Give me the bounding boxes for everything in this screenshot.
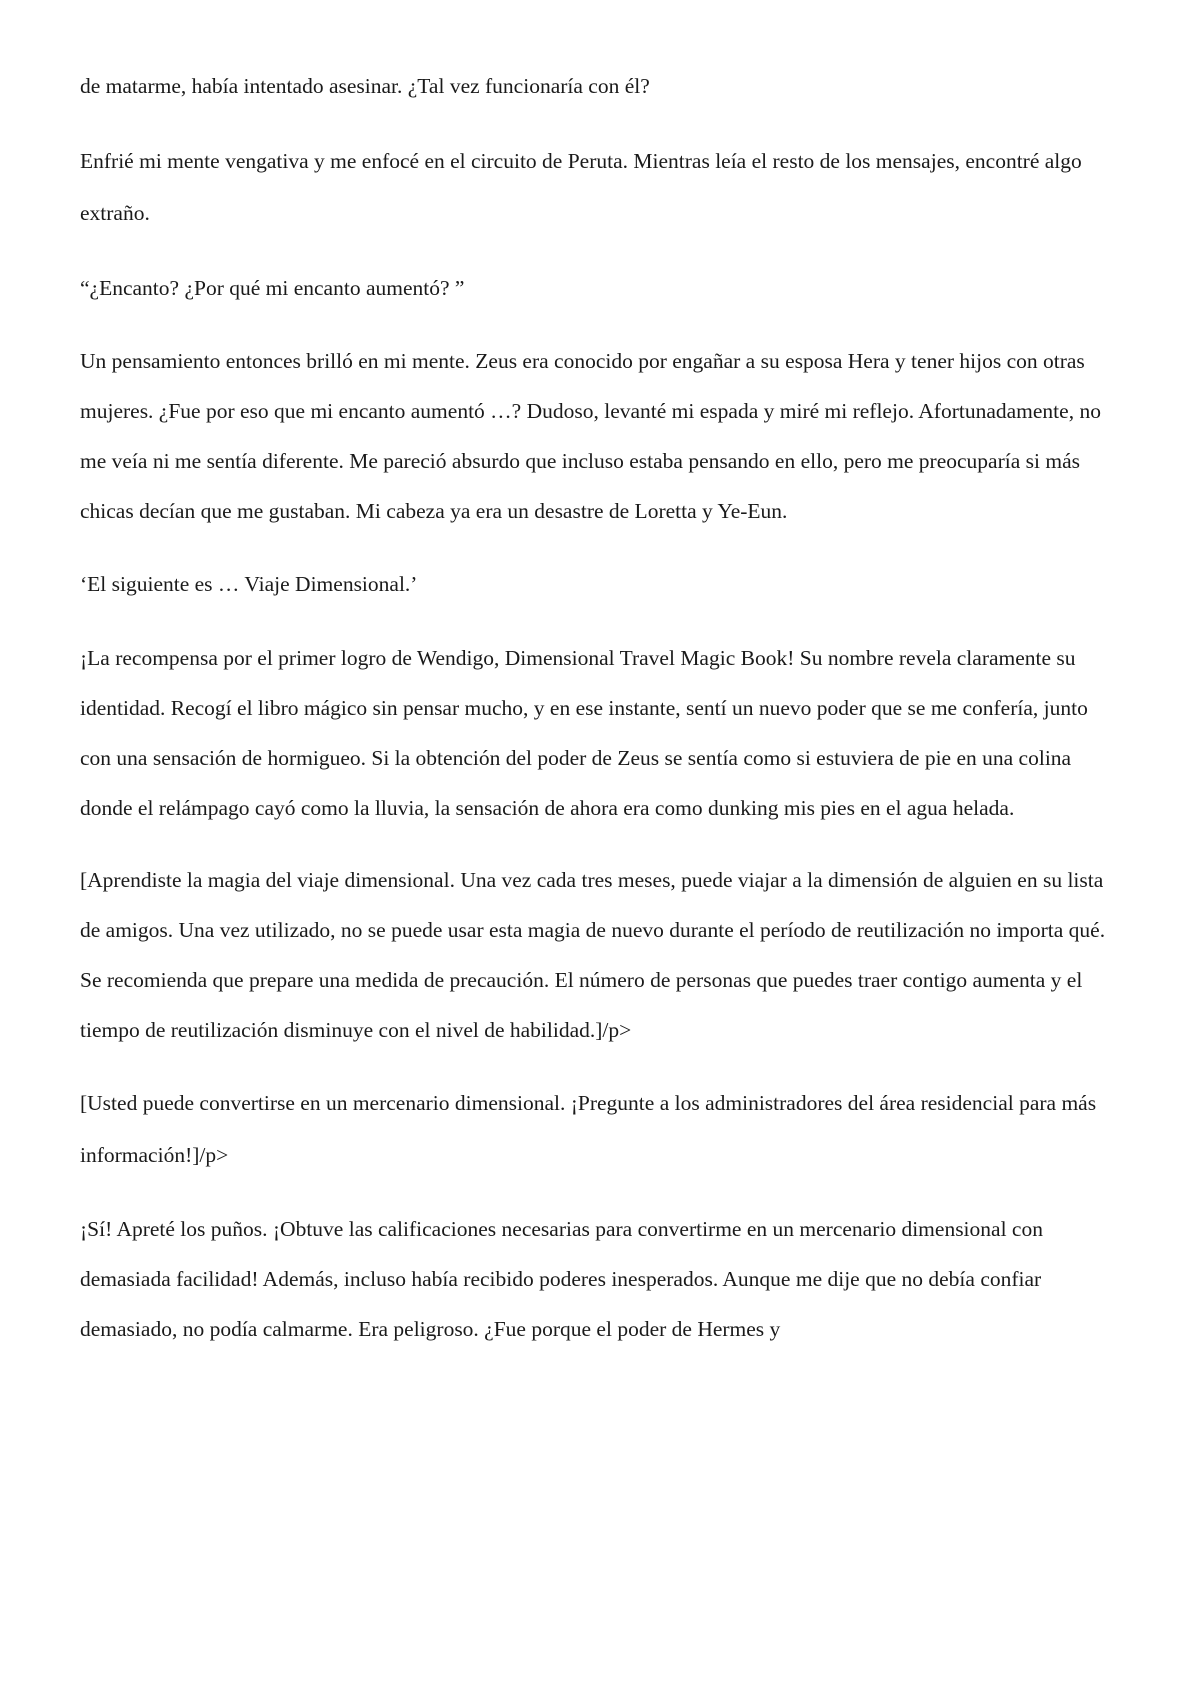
paragraph-4: Un pensamiento entonces brilló en mi mente. Zeus era conocido por engañar a su esposa Hera y tener hijos con otras mujeres. ¿Fue por eso que mi encanto aumentó …? Dudoso, levanté mi espada y miré mi reflejo. Afortunadamente, no me veía ni me sentía diferente. Me pareció absurdo que incluso estaba pensando en ello, pero me preocuparía si más chicas decían que me gustaban. Mi cabeza ya era un desastre de Loretta y Ye-Eun. — [80, 349, 1101, 523]
paragraph-7: [Aprendiste la magia del viaje dimensional. Una vez cada tres meses, puede viajar a la dimensión de alguien en su lista de amigos. Una vez utilizado, no se puede usar esta magia de nuevo durante el período de reutilización no importa qué. Se recomienda que prepare una medida de precaución. El número de personas que puedes traer contigo aumenta y el tiempo de reutilización disminuye con el nivel de habilidad.]/p> — [80, 867, 1106, 1042]
paragraph-5: ‘El siguiente es … Viaje Dimensional.’ — [80, 572, 418, 596]
paragraph-9: ¡Sí! Apreté los puños. ¡Obtuve las calificaciones necesarias para convertirme en un mercenario dimensional con demasiada facilidad! Además, incluso había recibido poderes inesperados. Aunque me dije que no debía confiar demasiado, no podía calmarme. Era peligroso. ¿Fue porque el poder de Hermes y — [80, 1216, 1043, 1341]
paragraph-8: [Usted puede convertirse en un mercenario dimensional. ¡Pregunte a los administradores del área residencial para más información!]/p> — [80, 1090, 1097, 1167]
document-page — [80, 60, 1120, 1376]
paragraph-6: ¡La recompensa por el primer logro de Wendigo, Dimensional Travel Magic Book! Su nombre revela claramente su identidad. Recogí el libro mágico sin pensar mucho, y en ese instante, sentí un nuevo poder que se me confería, junto con una sensación de hormigueo. Si la obtención del poder de Zeus se sentía como si estuviera de pie en una colina donde el relámpago cayó como la lluvia, la sensación de ahora era como dunking mis pies en el agua helada. — [80, 645, 1088, 820]
paragraph-1: de matarme, había intentado asesinar. ¿Tal vez funcionaría con él? — [80, 74, 650, 98]
paragraph-3: “¿Encanto? ¿Por qué mi encanto aumentó? ” — [80, 275, 465, 300]
paragraph-2: Enfrié mi mente vengativa y me enfocé en el circuito de Peruta. Mientras leía el resto de los mensajes, encontré algo extraño. — [80, 148, 1082, 225]
